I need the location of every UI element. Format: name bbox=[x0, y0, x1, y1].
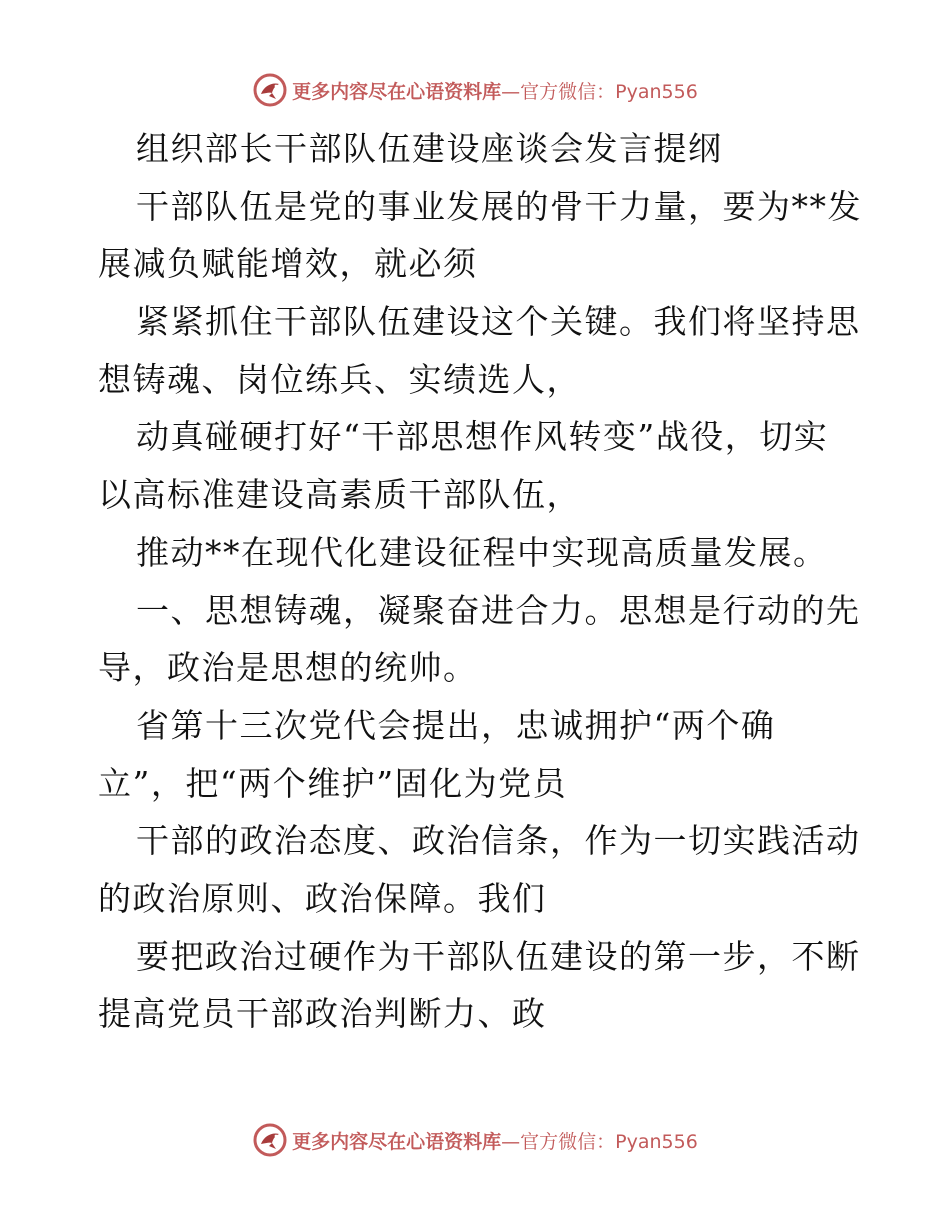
watermark-brand-text: 更多内容尽在心语资料库 bbox=[292, 1130, 502, 1153]
section-heading-line: 一、思想铸魂，凝聚奋进合力。思想是行动的先 bbox=[136, 590, 861, 630]
paragraph-line: 干部队伍是党的事业发展的骨干力量，要为**发 bbox=[136, 186, 862, 226]
paragraph-line: 动真碰硬打好“干部思想作风转变”战役，切实 bbox=[136, 417, 829, 457]
watermark-contact-text: —官方微信：Pyan556 bbox=[501, 80, 698, 103]
paragraph-line: 干部的政治态度、政治信条，作为一切实践活动 bbox=[136, 821, 861, 861]
paragraph-line: 要把政治过硬作为干部队伍建设的第一步，不断 bbox=[136, 936, 861, 976]
watermark-brand-text: 更多内容尽在心语资料库 bbox=[292, 80, 502, 103]
paragraph-line: 省第十三次党代会提出，忠诚拥护“两个确 bbox=[136, 705, 776, 745]
paragraph-line: 提高党员干部政治判断力、政 bbox=[98, 994, 547, 1034]
document-title: 组织部长干部队伍建设座谈会发言提纲 bbox=[136, 129, 723, 168]
header-watermark bbox=[0, 70, 950, 110]
paragraph-line: 的政治原则、政治保障。我们 bbox=[98, 878, 547, 918]
sparrow-logo-icon bbox=[252, 1122, 288, 1158]
watermark-contact-text: —官方微信：Pyan556 bbox=[501, 1130, 698, 1153]
paragraph-line: 推动**在现代化建设征程中实现高质量发展。 bbox=[136, 532, 828, 572]
paragraph-line: 想铸魂、岗位练兵、实绩选人， bbox=[98, 359, 581, 399]
sparrow-logo-icon bbox=[252, 72, 288, 108]
paragraph-line: 展减负赋能增效，就必须 bbox=[98, 244, 478, 284]
document-body bbox=[98, 120, 862, 1043]
paragraph-line: 立”，把“两个维护”固化为党员 bbox=[98, 763, 568, 803]
paragraph-line: 以高标准建设高素质干部队伍， bbox=[98, 475, 581, 515]
paragraph-line: 紧紧抓住干部队伍建设这个关键。我们将坚持思 bbox=[136, 302, 861, 342]
paragraph-line: 导，政治是思想的统帅。 bbox=[98, 648, 478, 688]
footer-watermark bbox=[0, 1120, 950, 1160]
